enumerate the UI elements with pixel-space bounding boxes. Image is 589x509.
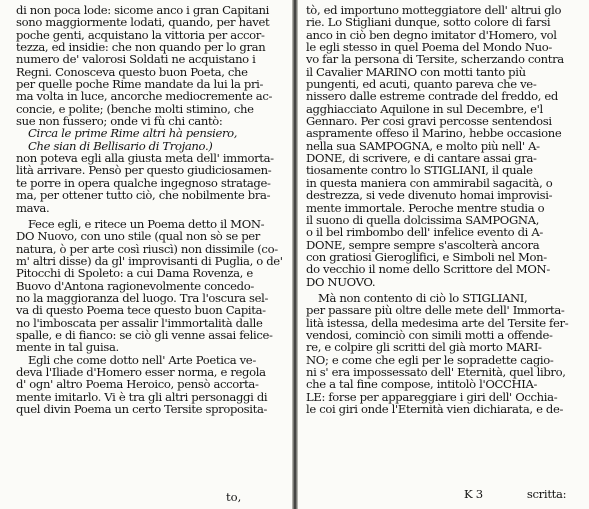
text-line: per passare più oltre delle mete dell' Immorta- <box>306 303 565 318</box>
text-line: di non poca lode: sicome anco i gran Capitani <box>16 3 270 17</box>
text-line: ma volta in luce, ancorche mediocremente ac- <box>16 89 273 104</box>
text-line: o il bel rimbombo dell' infelice evento di A- <box>306 225 543 240</box>
right-page-catchword: scritta: <box>526 487 567 501</box>
text-line: concie, e polite; (benche molti stimino, che <box>16 101 254 116</box>
text-line: ni s' era impossessato dell' Eternità, quel libro, <box>306 364 566 379</box>
text-line: do vecchio il nome dello Scrittore del MON- <box>306 262 550 277</box>
right-page <box>298 0 589 509</box>
text-line: m' altri disse) da gl' improvisanti di Puglia, o de' <box>16 253 283 268</box>
text-line: ma, per ottener tutto ciò, che nobilmente bra- <box>16 188 271 203</box>
text-line: Gennaro. Per cosi gravi percosse sentendosi <box>306 114 552 129</box>
text-line: mente in tal guisa. <box>16 340 119 355</box>
text-line: DO NUOVO. <box>306 274 376 289</box>
text-line: no l'imboscata per assalir l'immortalità dalle <box>16 315 263 330</box>
text-line: DONE, di scrivere, e di cantare assai gra- <box>306 151 537 166</box>
text-line: spalle, e di fianco: se ciò gli venne assai felice- <box>16 327 273 342</box>
text-line: il Cavalier MARINO con motti tanto più <box>306 64 526 79</box>
right-page-text <box>306 4 578 415</box>
text-line: Pitocchi di Spoleto: a cui Dama Rovenza, e <box>16 266 253 281</box>
text-line: nella sua SAMPOGNA, e molto più nell' A- <box>306 138 540 153</box>
text-line: mava. <box>16 200 50 215</box>
text-line: tezza, ed insidie: che non quando per lo gran <box>16 40 266 55</box>
text-line: DONE, sempre sempre s'ascolterà ancora <box>306 237 540 252</box>
text-line: Fece egli, e ritece un Poema detto il MON- <box>28 216 265 231</box>
text-line: va di questo Poema tece questo buon Capita- <box>16 303 266 318</box>
text-line: DO Nuovo, con uno stile (qual non sò se per <box>16 229 260 244</box>
text-line: rie. Lo Stigliani dunque, sotto colore di farsi <box>306 15 551 30</box>
text-line: mente imitarlo. Vi è tra gli altri personaggi di <box>16 389 268 404</box>
text-line: Egli che come dotto nell' Arte Poetica ve- <box>28 352 256 367</box>
text-line: Mà non contento di ciò lo STIGLIANI, <box>318 290 528 305</box>
text-line: con gratiosi Gieroglifici, e Simboli nel Mon- <box>306 249 547 264</box>
text-line: numero de' valorosi Soldati ne acquistano i <box>16 52 256 67</box>
text-line: Che sian di Bellisario di Trojano.) <box>28 138 213 153</box>
text-line: le egli stesso in quel Poema del Mondo Nuo- <box>306 40 552 55</box>
text-line: non poteva egli alla giusta meta dell' immorta- <box>16 151 274 166</box>
right-page-footer <box>464 487 566 501</box>
text-line: destrezza, si vede divenuto homai improvisi- <box>306 188 553 203</box>
signature-mark: K 3 <box>464 487 483 501</box>
text-line: vo far la persona di Tersite, scherzando contra <box>306 52 564 67</box>
text-line: il suono di quella dolcissima SAMPOGNA, <box>306 212 540 227</box>
text-line: per quelle poche Rime mandate da lui la pri- <box>16 77 264 92</box>
text-line: te porre in opera qualche ingegnoso stratage- <box>16 175 271 190</box>
text-line: sono maggiormente lodati, quando, per havet <box>16 15 270 30</box>
text-line: no la maggioranza del luogo. Tra l'oscura sel- <box>16 290 269 305</box>
left-page-text <box>16 4 284 415</box>
text-line: mente immortale. Peroche mentre studia o <box>306 200 545 215</box>
text-line: Buovo d'Antona ragionevolmente concedo- <box>16 278 254 293</box>
text-line: deva l'Iliade d'Homero esser norma, e regola <box>16 364 266 379</box>
text-line: d' ogn' altro Poema Heroico, pensò accorta- <box>16 377 259 392</box>
text-line: LE: forse per appareggiare i giri dell' Occhia- <box>306 389 558 404</box>
text-line: NO; e come che egli per le sopradette cagio- <box>306 352 554 367</box>
text-line: aspramente offeso il Marino, hebbe occasione <box>306 126 562 141</box>
text-line: Regni. Conosceva questo buon Poeta, che <box>16 64 248 79</box>
text-line: nissero dalle estreme contrade del freddo, ed <box>306 89 558 104</box>
left-page-catchword: to, <box>226 490 242 504</box>
text-line: le coi giri onde l'Eternità vien dichiarata, e de- <box>306 402 564 416</box>
text-line: re, e colpire gli scritti del già morto MARI- <box>306 340 542 355</box>
text-line: tò, ed importuno motteggiatore dell' altrui glo <box>306 3 562 17</box>
text-line: sue non fussero; onde vi fù chi cantò: <box>16 114 223 129</box>
left-page <box>0 0 292 509</box>
text-line: quel divin Poema un certo Tersite sproposita- <box>16 402 268 416</box>
text-line: lità istessa, della medesima arte del Tersite fer- <box>306 315 569 330</box>
text-line: Circa le prime Rime altri hà pensiero, <box>28 126 238 141</box>
text-line: vendosi, cominciò con simili motti a offende- <box>306 327 553 342</box>
text-line: agghiacciato Aquilone in sul Decembre, e'l <box>306 101 543 116</box>
text-line: tiosamente contro lo STIGLIANI, il quale <box>306 163 533 178</box>
text-line: in questa maniera con ammirabil sagacità, o <box>306 175 553 190</box>
text-line: che a tal fine compose, intitolò l'OCCHIA- <box>306 377 538 392</box>
text-line: lità arrivare. Pensò per questo giudiciosamen- <box>16 163 272 178</box>
text-line: pungenti, ed acuti, quanto pareva che ve- <box>306 77 537 92</box>
text-line: poche genti, acquistano la vittoria per accor- <box>16 27 265 42</box>
text-line: natura, ò per arte così riuscì) non dissimile (co- <box>16 241 278 256</box>
text-line: anco in ciò ben degno imitator d'Homero, vol <box>306 27 557 42</box>
